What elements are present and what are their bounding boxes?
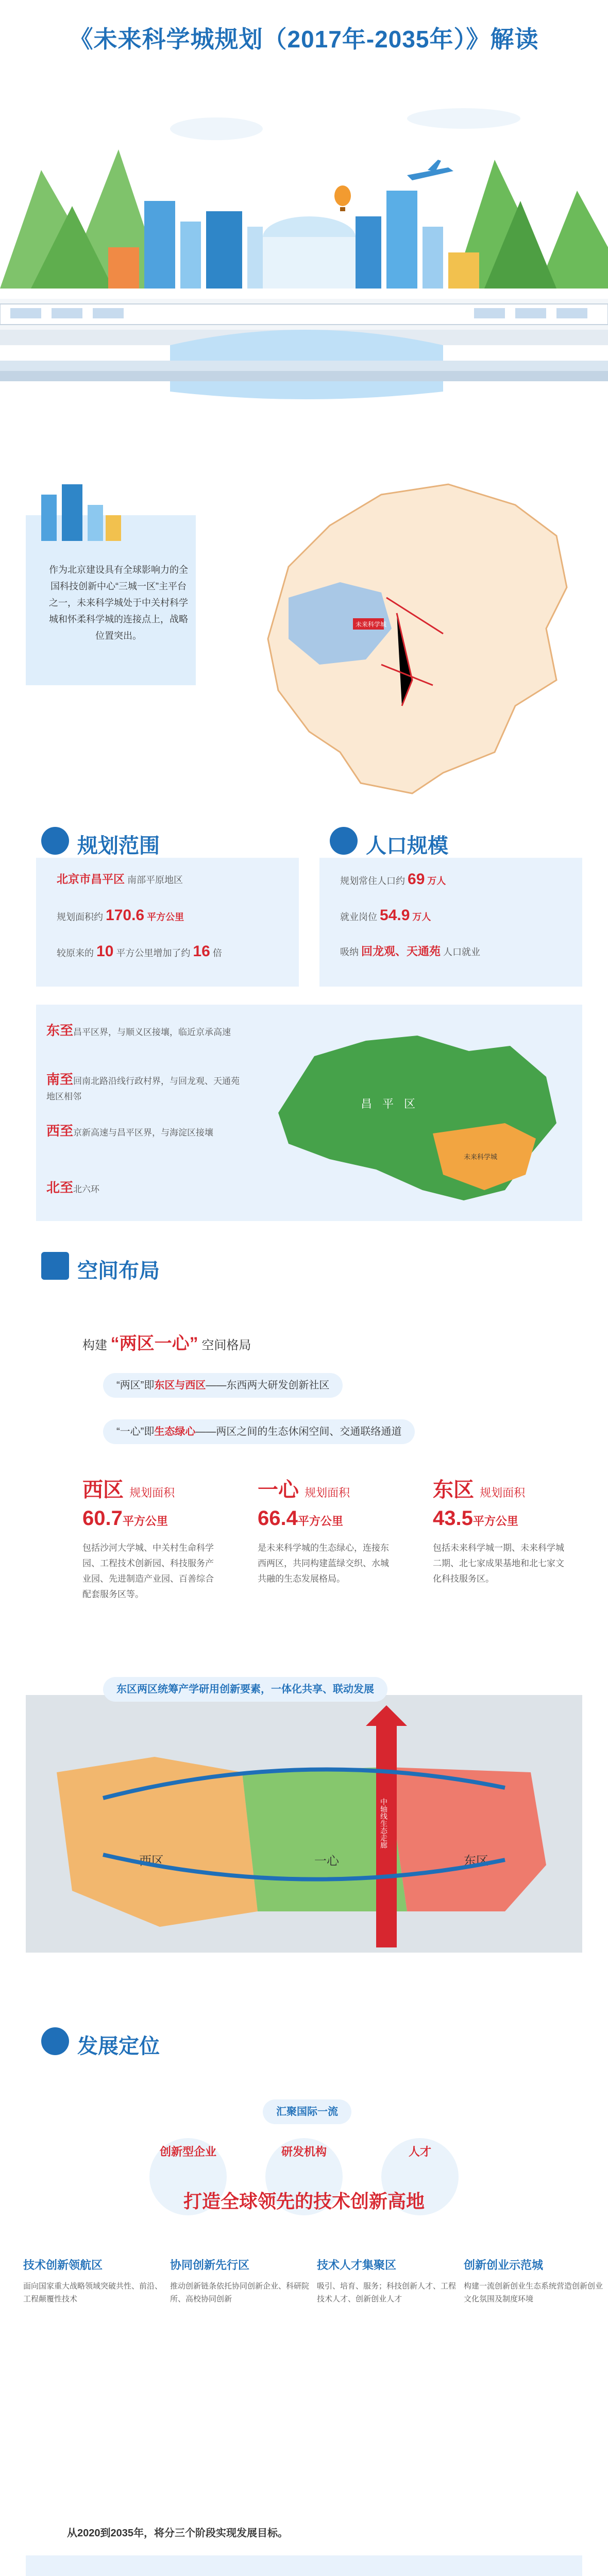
future-city-label: 未来科学城	[464, 1153, 498, 1161]
goal-label-2: 研发机构	[281, 2145, 327, 2158]
boundary-east-key: 东至	[46, 1023, 74, 1038]
scope-growth-prefix: 较原来的	[57, 948, 94, 958]
target-icon	[41, 2027, 69, 2055]
boundary-east-text: 昌平区界，与顺义区接壤，临近京承高速	[73, 1027, 231, 1037]
page-title: 《未来科学城规划（2017年-2035年）》解读	[69, 26, 539, 53]
zone-card-east	[433, 1473, 603, 1587]
zone-center-area: 66.4	[258, 1507, 298, 1530]
plane-icon	[407, 160, 453, 180]
layout-build	[82, 1329, 251, 1354]
zone-map-banner: 东区两区统筹产学研用创新要素，一体化共享、联动发展	[103, 1677, 387, 1702]
scope-area-value: 170.6	[106, 907, 145, 924]
boundary-west	[46, 1123, 242, 1141]
scope-area	[57, 907, 184, 924]
layout-line-1	[103, 1373, 343, 1398]
population-resident	[340, 871, 446, 888]
scope-area-prefix: 规划面积约	[57, 912, 103, 922]
layout-build-key: “两区一心”	[110, 1334, 198, 1353]
scope-growth-suffix: 倍	[212, 948, 222, 958]
globe-icon	[41, 827, 69, 855]
people-icon	[330, 827, 358, 855]
scope-area-unit: 平方公里	[147, 912, 184, 922]
boundary-north-key: 北至	[46, 1180, 74, 1195]
goal-label-3: 人才	[408, 2145, 431, 2158]
card-4	[464, 2257, 605, 2306]
layout-build-prefix: 构建	[82, 1338, 107, 1352]
intro-building-illustration	[36, 479, 124, 541]
boundary-south-key: 南至	[46, 1072, 74, 1087]
population-jobs	[340, 907, 431, 924]
zone-card-west	[82, 1473, 252, 1602]
population-jobs-prefix: 就业岗位	[340, 912, 377, 922]
population-jobs-unit: 万人	[412, 912, 431, 922]
population-resident-value: 69	[408, 871, 425, 888]
zone-map-east: 东区	[464, 1854, 488, 1868]
zone-east-area: 43.5	[433, 1507, 473, 1530]
grid-icon	[41, 1252, 69, 1280]
layout-line-1-suffix: ——东西两大研发创新社区	[206, 1380, 330, 1391]
scope-growth-times: 16	[193, 943, 210, 960]
population-absorb-value: 回龙观、天通苑	[361, 945, 441, 958]
beijing-map	[227, 464, 587, 814]
card-3	[317, 2257, 459, 2306]
zone-center-label: 规划面积	[305, 1486, 350, 1499]
zone-center-name: 一心	[258, 1479, 299, 1501]
zone-center-desc: 是未来科学城的生态绿心，连接东西两区，共同构建蓝绿交织、水城共融的生态发展格局。	[258, 1543, 389, 1584]
boundary-north-text: 北六环	[73, 1184, 100, 1194]
card-4-title: 创新创业示范城	[464, 2259, 544, 2272]
timeline-intro: 从2020到2035年，将分三个阶段实现发展目标。	[67, 2528, 288, 2539]
zone-map-center: 一心	[314, 1854, 339, 1868]
map-location-label: 未来科学城	[356, 621, 387, 628]
intro-text: 作为北京建设具有全球影响力的全国科技创新中心“三城一区”主平台之一，未来科学城处于中关村科学城和怀柔科学城的连接点上，战略位置突出。	[49, 565, 188, 641]
card-2	[170, 2257, 312, 2306]
population-absorb	[340, 943, 480, 959]
boundary-east	[46, 1023, 242, 1040]
boundary-west-key: 西至	[46, 1123, 74, 1139]
zone-east-name: 东区	[433, 1479, 474, 1501]
zone-map-west: 西区	[139, 1854, 164, 1868]
scope-growth-mid: 平方公里增加了约	[116, 948, 191, 958]
hero-illustration	[0, 72, 608, 407]
card-1-title: 技术创新领航区	[23, 2259, 103, 2272]
boundary-south-text: 回南北路沿线行政村界，与回龙观、天通苑地区相邻	[46, 1076, 240, 1101]
scope-growth	[57, 943, 222, 960]
population-absorb-suffix: 人口就业	[443, 947, 481, 957]
layout-line-1-key: 东区与西区	[154, 1380, 206, 1391]
card-3-title: 技术人才集聚区	[317, 2259, 397, 2272]
positioning-slogan: 打造全球领先的技术创新高地	[183, 2191, 425, 2212]
zone-west-area: 60.7	[82, 1507, 123, 1530]
positioning-title: 发展定位	[77, 2035, 160, 2058]
boundary-south	[46, 1072, 242, 1105]
changping-label: 昌平区	[361, 1097, 426, 1110]
card-1-desc: 面向国家重大战略领域突破共性、前沿、工程颠覆性技术	[23, 2282, 163, 2303]
zone-east-label: 规划面积	[480, 1486, 526, 1499]
boundary-west-text: 京新高速与昌平区界，与海淀区接壤	[73, 1128, 214, 1138]
scope-growth-value: 10	[96, 943, 114, 960]
zone-east-desc: 包括未来科学城一期、未来科学城二期、北七家成果基地和北七家文化科技服务区。	[433, 1543, 564, 1584]
corridor-label: 中轴线生态走廊	[380, 1798, 388, 1849]
zone-card-center	[258, 1473, 428, 1587]
population-resident-prefix: 规划常住人口约	[340, 876, 405, 886]
layout-title: 空间布局	[77, 1260, 160, 1282]
layout-line-2-key: 生态绿心	[154, 1426, 196, 1437]
card-2-desc: 推动创新链条依托协同创新企业、科研院所、高校协同创新	[170, 2282, 310, 2303]
scope-district-name: 北京市昌平区	[57, 873, 125, 886]
layout-line-1-prefix: “两区”即	[116, 1380, 155, 1391]
cloud-group	[170, 108, 520, 140]
balloon-icon	[334, 185, 351, 211]
zone-map	[26, 1695, 582, 1953]
changping-map	[268, 1020, 572, 1211]
zone-center-unit: 平方公里	[297, 1515, 343, 1528]
scope-title: 规划范围	[77, 835, 160, 857]
layout-line-2-prefix: “一心”即	[116, 1426, 155, 1437]
population-absorb-prefix: 吸纳	[340, 947, 359, 957]
card-1	[23, 2257, 165, 2306]
zone-west-label: 规划面积	[129, 1486, 175, 1499]
zone-east-unit: 平方公里	[472, 1515, 518, 1528]
zone-west-desc: 包括沙河大学城、中关村生命科学园、工程技术创新园、科技服务产业园、先进制造产业园、百善综合配套服务区等。	[82, 1543, 214, 1599]
population-jobs-value: 54.9	[380, 907, 410, 924]
goal-label-1: 创新型企业	[159, 2145, 216, 2158]
layout-build-suffix: 空间格局	[201, 1338, 251, 1352]
card-3-desc: 吸引、培育、服务；科技创新人才、工程技术人才、创新创业人才	[317, 2282, 457, 2303]
zone-west-unit: 平方公里	[122, 1515, 168, 1528]
layout-line-2-suffix: ——两区之间的生态休闲空间、交通联络通道	[195, 1426, 402, 1437]
population-title: 人口规模	[366, 835, 448, 857]
layout-line-2	[103, 1419, 415, 1444]
zone-west-name: 西区	[82, 1479, 124, 1501]
card-2-title: 协同创新先行区	[170, 2259, 250, 2272]
boundary-north	[46, 1177, 99, 1196]
scope-district	[57, 871, 183, 887]
scope-district-suffix: 南部平原地区	[127, 875, 183, 885]
timeline-row-2020	[26, 2571, 582, 2576]
population-resident-unit: 万人	[427, 876, 446, 886]
positioning-top: 汇聚国际一流	[263, 2099, 351, 2124]
card-4-desc: 构建一流创新创业生态系统营造创新创业文化氛围及制度环境	[464, 2282, 603, 2303]
